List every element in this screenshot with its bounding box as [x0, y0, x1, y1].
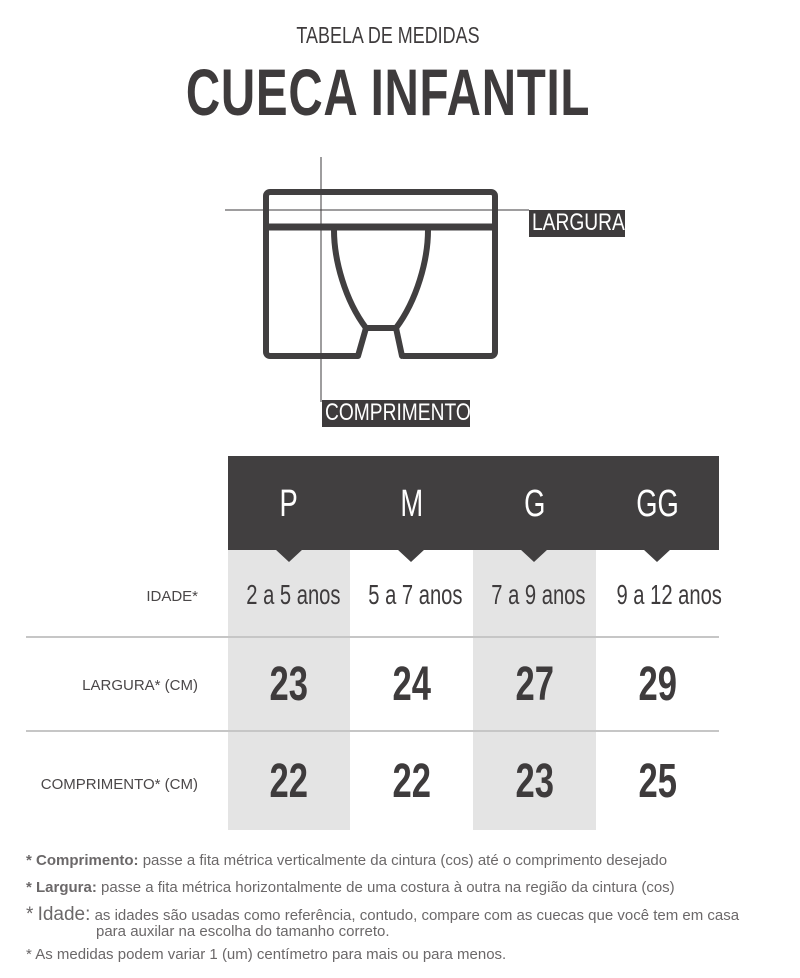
row-divider: [26, 730, 719, 732]
row-label-comprimento: COMPRIMENTO* (CM): [40, 776, 198, 793]
table-cell: 23: [269, 658, 309, 711]
size-header-g: G: [523, 483, 546, 525]
table-cell: 25: [638, 755, 677, 808]
page-title: CUECA INFANTIL: [185, 55, 591, 129]
boxer-briefs-icon: [0, 0, 800, 440]
pointer-arrow-icon: [520, 549, 548, 562]
footnote-comprimento: * Comprimento: passe a fita métrica verticalmente da cintura (cos) até o comprimento desejado: [26, 852, 668, 869]
table-cell: 7 a 9 anos: [491, 579, 586, 610]
pointer-arrow-icon: [397, 549, 425, 562]
footnote-idade: * Idade: as idades são usadas como referência, contudo, compare com as cuecas que você tem em casa: [26, 904, 740, 925]
table-cell: 9 a 12 anos: [616, 579, 722, 610]
measurement-diagram: [0, 0, 800, 440]
footnote-variation: * As medidas podem variar 1 (um) centímetro para mais ou para menos.: [26, 946, 507, 963]
table-cell: 22: [269, 755, 309, 808]
length-label: COMPRIMENTO: [322, 400, 470, 427]
row-label-idade: IDADE*: [146, 588, 198, 605]
table-cell: 27: [515, 658, 554, 711]
size-header-p: P: [279, 483, 299, 525]
page-subtitle: TABELA DE MEDIDAS: [296, 22, 480, 48]
pointer-arrow-icon: [643, 549, 671, 562]
pointer-arrow-icon: [275, 549, 303, 562]
footnote-largura: * Largura: passe a fita métrica horizontalmente de uma costura à outra na região da cintura (cos): [26, 879, 675, 896]
table-cell: 24: [392, 658, 431, 711]
footnote-idade-continued: para auxilar na escolha do tamanho correto.: [96, 923, 390, 940]
row-divider: [26, 636, 719, 638]
table-cell: 5 a 7 anos: [368, 579, 463, 610]
row-label-largura: LARGURA* (CM): [82, 677, 198, 694]
table-cell: 29: [638, 658, 677, 711]
table-cell: 22: [392, 755, 431, 808]
size-header-gg: GG: [636, 483, 679, 525]
table-cell: 2 a 5 anos: [246, 579, 341, 610]
width-label: LARGURA: [529, 210, 625, 237]
size-header-m: M: [400, 483, 423, 525]
table-cell: 23: [515, 755, 554, 808]
